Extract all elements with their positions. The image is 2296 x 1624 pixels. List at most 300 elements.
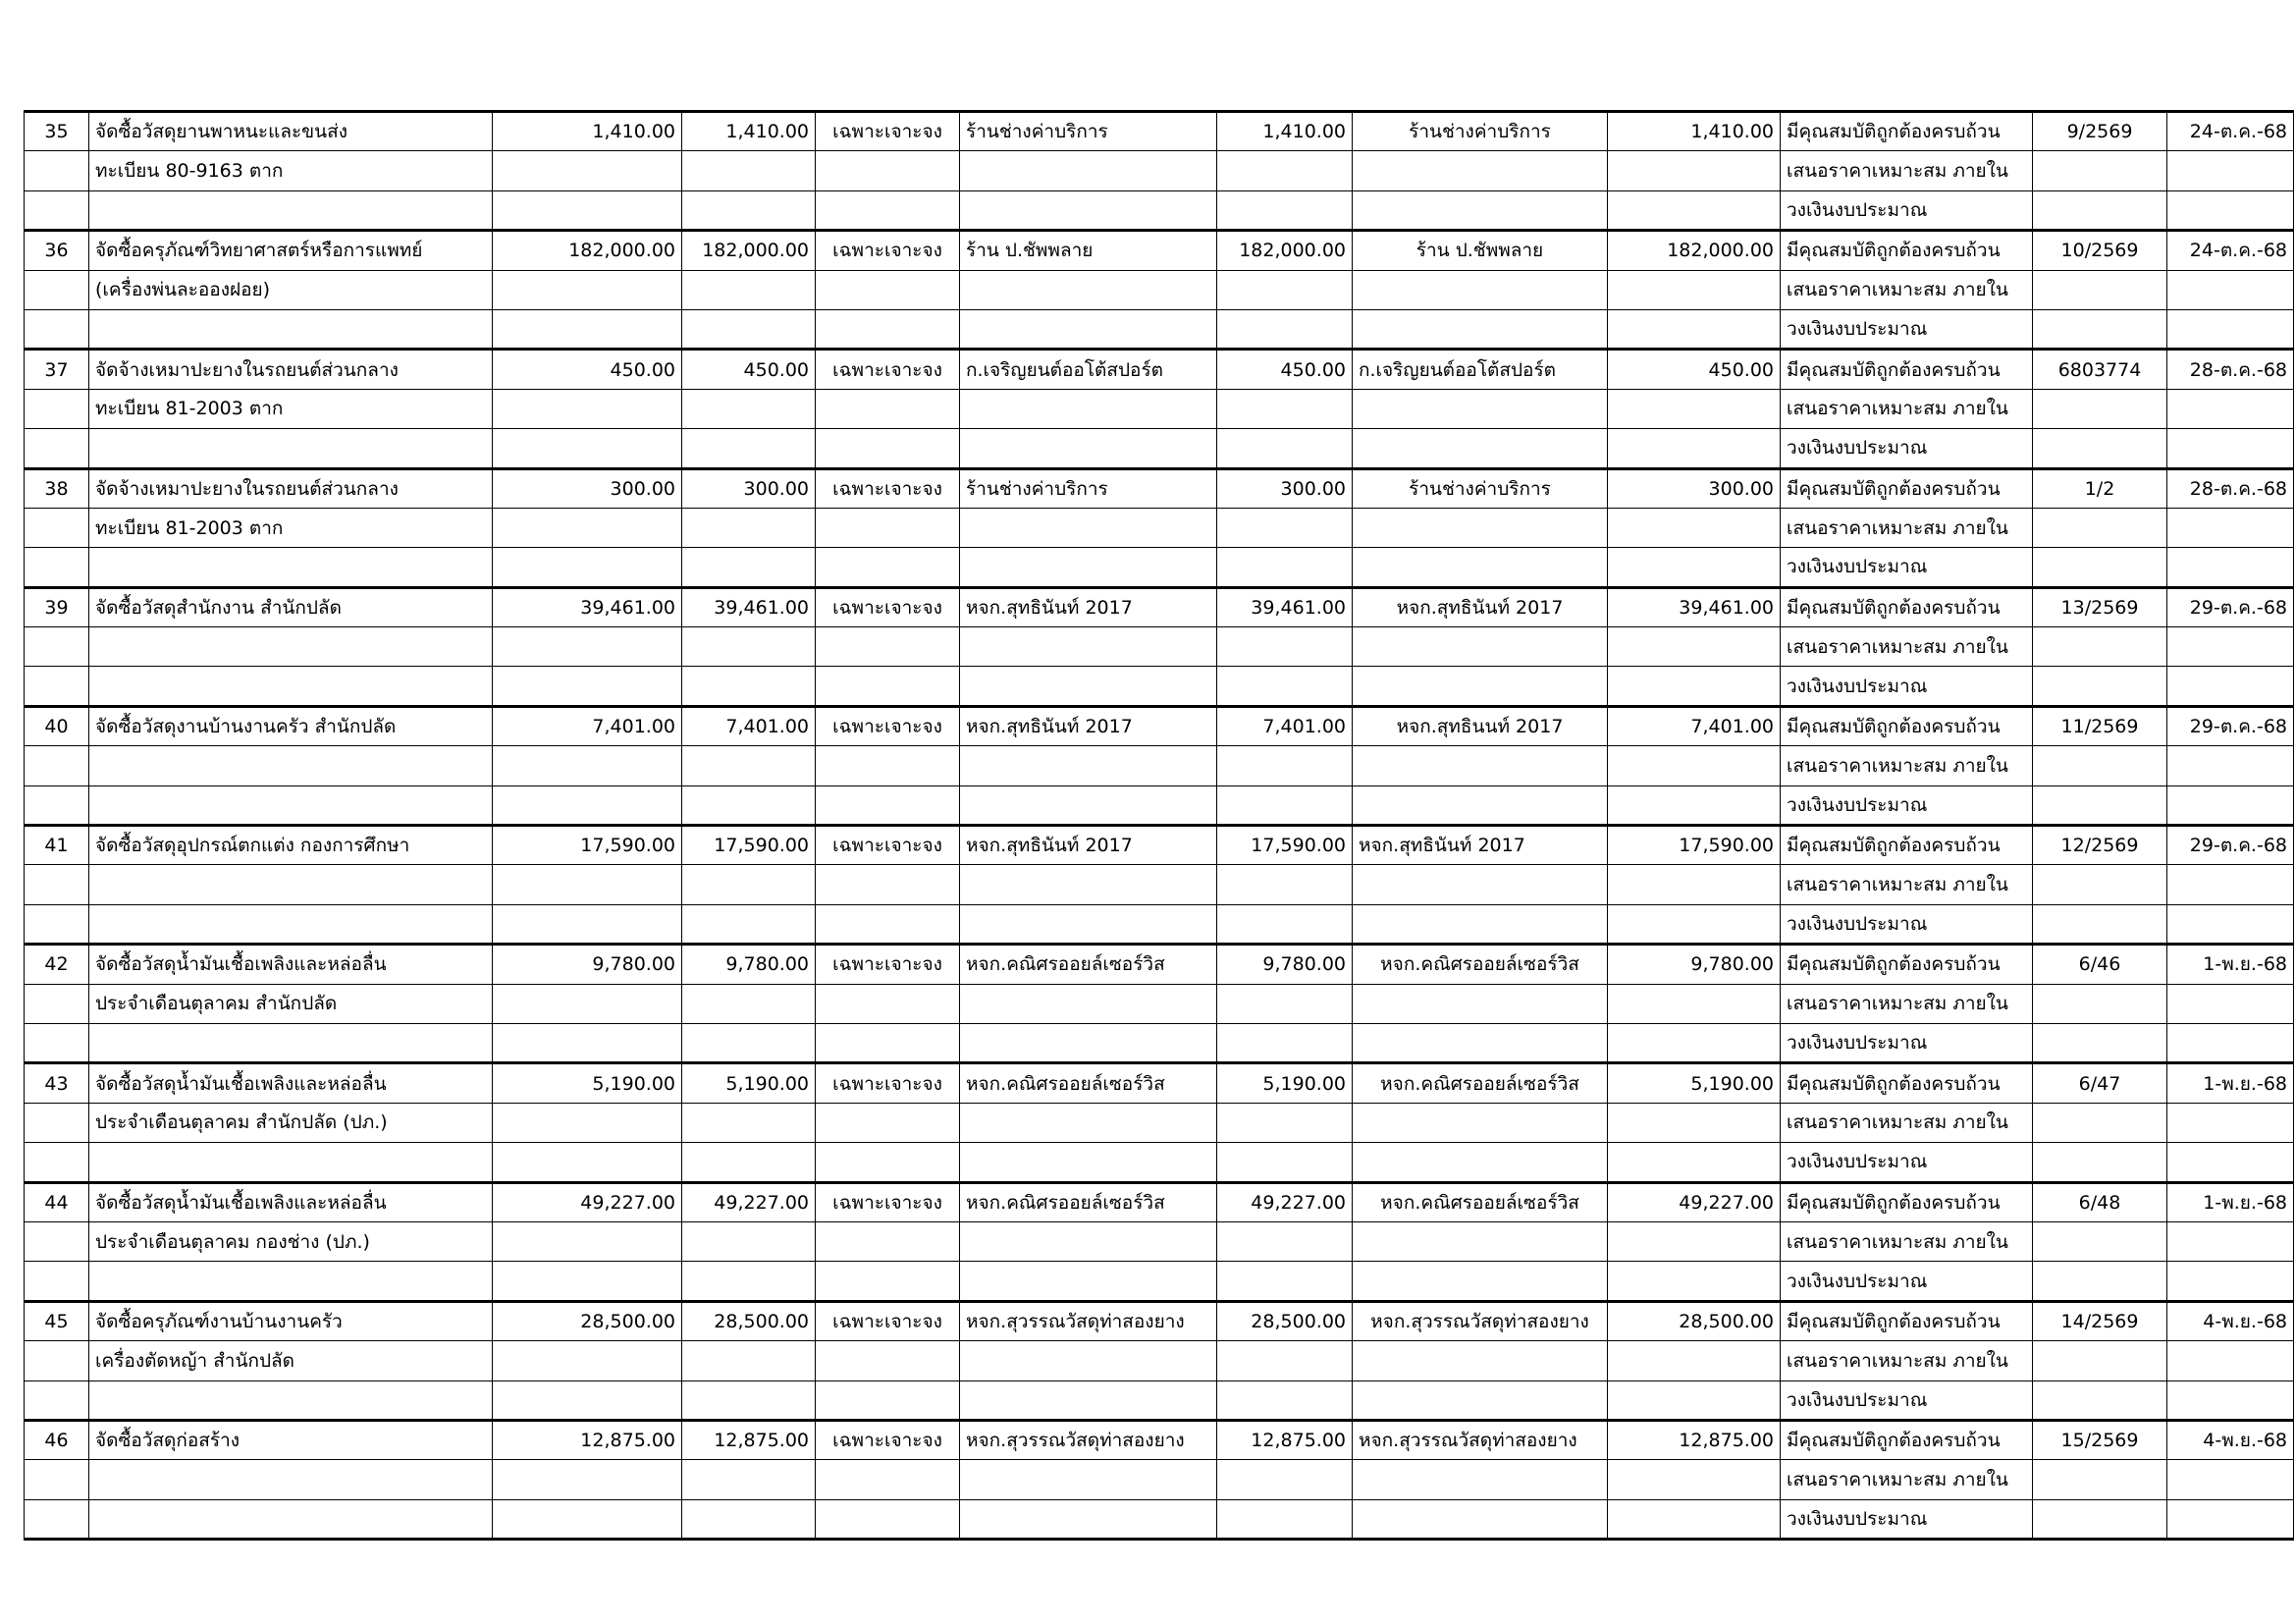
table-row <box>25 151 2294 190</box>
cell-bid-price: 9,780.00 <box>1217 945 1353 984</box>
cell-agreed-price: 300.00 <box>1608 468 1781 508</box>
cell-reason: วงเงินงบประมาณ <box>1781 1143 2033 1182</box>
cell-no <box>25 270 89 309</box>
cell-budget <box>493 429 682 468</box>
cell-reason: วงเงินงบประมาณ <box>1781 309 2033 349</box>
cell-method <box>816 627 960 667</box>
cell-selected-vendor <box>1353 1499 1608 1539</box>
cell-bid-price <box>1217 1143 1353 1182</box>
cell-selected-vendor: หจก.สุวรรณวัสดุท่าสองยาง <box>1353 1301 1608 1340</box>
cell-reason: วงเงินงบประมาณ <box>1781 429 2033 468</box>
table-row <box>25 785 2294 825</box>
table-row <box>25 389 2294 428</box>
cell-median-price <box>682 508 816 547</box>
cell-median-price: 182,000.00 <box>682 231 816 270</box>
cell-date <box>2167 389 2294 428</box>
cell-method <box>816 1460 960 1499</box>
cell-reason: วงเงินงบประมาณ <box>1781 904 2033 944</box>
cell-agreed-price: 39,461.00 <box>1608 587 1781 626</box>
cell-bidder <box>960 1221 1217 1261</box>
cell-bidder: หจก.สุวรรณวัสดุท่าสองยาง <box>960 1420 1217 1459</box>
cell-method: เฉพาะเจาะจง <box>816 1420 960 1459</box>
cell-bid-price: 7,401.00 <box>1217 706 1353 745</box>
cell-method: เฉพาะเจาะจง <box>816 945 960 984</box>
cell-bidder: ร้าน ป.ชัพพลาย <box>960 231 1217 270</box>
cell-agreed-price <box>1608 1499 1781 1539</box>
cell-method: เฉพาะเจาะจง <box>816 706 960 745</box>
table-row <box>25 112 2294 151</box>
cell-median-price <box>682 1221 816 1261</box>
cell-doc-no: 13/2569 <box>2033 587 2167 626</box>
table-row <box>25 1143 2294 1182</box>
cell-item <box>89 190 493 230</box>
cell-bid-price <box>1217 1460 1353 1499</box>
cell-median-price: 17,590.00 <box>682 826 816 865</box>
cell-reason: มีคุณสมบัติถูกต้องครบถ้วน <box>1781 826 2033 865</box>
cell-agreed-price <box>1608 151 1781 190</box>
cell-item <box>89 429 493 468</box>
cell-budget <box>493 270 682 309</box>
table-row <box>25 231 2294 270</box>
cell-method <box>816 667 960 706</box>
cell-budget <box>493 1341 682 1380</box>
cell-median-price <box>682 270 816 309</box>
cell-item <box>89 1380 493 1420</box>
cell-item: จัดซื้อวัสดุงานบ้านงานครัว สำนักปลัด <box>89 706 493 745</box>
cell-selected-vendor <box>1353 785 1608 825</box>
cell-selected-vendor <box>1353 627 1608 667</box>
cell-bid-price: 182,000.00 <box>1217 231 1353 270</box>
cell-selected-vendor: หจก.สุวรรณวัสดุท่าสองยาง <box>1353 1420 1608 1459</box>
cell-no: 39 <box>25 587 89 626</box>
cell-date: 1-พ.ย.-68 <box>2167 945 2294 984</box>
cell-budget <box>493 984 682 1023</box>
cell-bid-price <box>1217 1499 1353 1539</box>
cell-median-price <box>682 190 816 230</box>
cell-doc-no <box>2033 1262 2167 1301</box>
cell-selected-vendor <box>1353 190 1608 230</box>
cell-method <box>816 1341 960 1380</box>
cell-reason: วงเงินงบประมาณ <box>1781 1023 2033 1062</box>
cell-no: 44 <box>25 1182 89 1221</box>
cell-bid-price <box>1217 389 1353 428</box>
cell-doc-no: 15/2569 <box>2033 1420 2167 1459</box>
cell-reason: เสนอราคาเหมาะสม ภายใน <box>1781 746 2033 785</box>
cell-doc-no: 6/46 <box>2033 945 2167 984</box>
cell-budget <box>493 1143 682 1182</box>
cell-method <box>816 1143 960 1182</box>
cell-agreed-price <box>1608 1221 1781 1261</box>
cell-median-price: 49,227.00 <box>682 1182 816 1221</box>
cell-median-price <box>682 865 816 904</box>
cell-agreed-price: 9,780.00 <box>1608 945 1781 984</box>
cell-reason: เสนอราคาเหมาะสม ภายใน <box>1781 1341 2033 1380</box>
cell-bidder <box>960 984 1217 1023</box>
cell-reason: มีคุณสมบัติถูกต้องครบถ้วน <box>1781 1182 2033 1221</box>
table-row <box>25 706 2294 745</box>
cell-item <box>89 904 493 944</box>
cell-bidder <box>960 1341 1217 1380</box>
cell-doc-no: 1/2 <box>2033 468 2167 508</box>
cell-no <box>25 865 89 904</box>
cell-method <box>816 785 960 825</box>
cell-agreed-price: 12,875.00 <box>1608 1420 1781 1459</box>
cell-date <box>2167 1143 2294 1182</box>
cell-budget: 450.00 <box>493 350 682 389</box>
cell-doc-no <box>2033 904 2167 944</box>
cell-doc-no <box>2033 190 2167 230</box>
cell-selected-vendor <box>1353 1262 1608 1301</box>
cell-item: เครื่องตัดหญ้า สำนักปลัด <box>89 1341 493 1380</box>
cell-date <box>2167 904 2294 944</box>
cell-date <box>2167 429 2294 468</box>
cell-no: 46 <box>25 1420 89 1459</box>
cell-bidder: หจก.สุทธินันท์ 2017 <box>960 587 1217 626</box>
cell-bidder <box>960 904 1217 944</box>
cell-budget <box>493 190 682 230</box>
cell-method <box>816 1103 960 1142</box>
cell-bidder <box>960 1103 1217 1142</box>
cell-bid-price: 450.00 <box>1217 350 1353 389</box>
cell-method <box>816 984 960 1023</box>
cell-bid-price <box>1217 1341 1353 1380</box>
cell-method: เฉพาะเจาะจง <box>816 587 960 626</box>
cell-selected-vendor <box>1353 667 1608 706</box>
cell-bid-price <box>1217 785 1353 825</box>
cell-reason: เสนอราคาเหมาะสม ภายใน <box>1781 508 2033 547</box>
cell-bid-price <box>1217 1262 1353 1301</box>
cell-median-price: 5,190.00 <box>682 1063 816 1103</box>
cell-bid-price: 12,875.00 <box>1217 1420 1353 1459</box>
table-row <box>25 1262 2294 1301</box>
cell-budget <box>493 1103 682 1142</box>
cell-method <box>816 389 960 428</box>
cell-budget <box>493 309 682 349</box>
cell-no <box>25 627 89 667</box>
cell-bidder <box>960 548 1217 587</box>
cell-bid-price <box>1217 151 1353 190</box>
cell-method <box>816 429 960 468</box>
cell-no <box>25 904 89 944</box>
cell-no <box>25 1341 89 1380</box>
cell-selected-vendor <box>1353 984 1608 1023</box>
cell-item <box>89 627 493 667</box>
cell-selected-vendor <box>1353 389 1608 428</box>
cell-bidder <box>960 1023 1217 1062</box>
table-row <box>25 1301 2294 1340</box>
cell-date <box>2167 667 2294 706</box>
cell-agreed-price <box>1608 667 1781 706</box>
cell-selected-vendor: หจก.คณิศรออยล์เซอร์วิส <box>1353 945 1608 984</box>
cell-median-price <box>682 785 816 825</box>
cell-budget: 9,780.00 <box>493 945 682 984</box>
cell-date <box>2167 865 2294 904</box>
cell-method: เฉพาะเจาะจง <box>816 1182 960 1221</box>
cell-doc-no <box>2033 1341 2167 1380</box>
cell-bid-price <box>1217 904 1353 944</box>
cell-no <box>25 548 89 587</box>
table-row <box>25 468 2294 508</box>
cell-method <box>816 309 960 349</box>
cell-method: เฉพาะเจาะจง <box>816 112 960 151</box>
cell-date <box>2167 270 2294 309</box>
cell-median-price: 1,410.00 <box>682 112 816 151</box>
cell-agreed-price <box>1608 984 1781 1023</box>
cell-doc-no: 12/2569 <box>2033 826 2167 865</box>
cell-bidder <box>960 627 1217 667</box>
cell-item: จัดซื้อวัสดุน้ำมันเชื้อเพลิงและหล่อลื่น <box>89 945 493 984</box>
cell-median-price <box>682 1262 816 1301</box>
cell-budget: 182,000.00 <box>493 231 682 270</box>
cell-no: 36 <box>25 231 89 270</box>
cell-no <box>25 389 89 428</box>
cell-budget: 1,410.00 <box>493 112 682 151</box>
cell-median-price <box>682 904 816 944</box>
cell-bid-price <box>1217 1103 1353 1142</box>
cell-reason: มีคุณสมบัติถูกต้องครบถ้วน <box>1781 945 2033 984</box>
cell-agreed-price <box>1608 389 1781 428</box>
cell-median-price <box>682 548 816 587</box>
cell-bidder <box>960 309 1217 349</box>
cell-agreed-price <box>1608 548 1781 587</box>
cell-agreed-price <box>1608 1460 1781 1499</box>
cell-selected-vendor <box>1353 1460 1608 1499</box>
cell-reason: วงเงินงบประมาณ <box>1781 785 2033 825</box>
cell-reason: มีคุณสมบัติถูกต้องครบถ้วน <box>1781 706 2033 745</box>
table-row <box>25 1499 2294 1539</box>
cell-doc-no: 6/48 <box>2033 1182 2167 1221</box>
cell-budget <box>493 667 682 706</box>
cell-date: 1-พ.ย.-68 <box>2167 1063 2294 1103</box>
cell-selected-vendor <box>1353 746 1608 785</box>
cell-reason: เสนอราคาเหมาะสม ภายใน <box>1781 151 2033 190</box>
cell-bidder <box>960 190 1217 230</box>
cell-item <box>89 1262 493 1301</box>
cell-reason: มีคุณสมบัติถูกต้องครบถ้วน <box>1781 1301 2033 1340</box>
cell-date <box>2167 785 2294 825</box>
cell-date <box>2167 1023 2294 1062</box>
cell-method: เฉพาะเจาะจง <box>816 350 960 389</box>
cell-doc-no <box>2033 1103 2167 1142</box>
cell-date: 1-พ.ย.-68 <box>2167 1182 2294 1221</box>
cell-agreed-price <box>1608 1262 1781 1301</box>
cell-bid-price: 300.00 <box>1217 468 1353 508</box>
cell-doc-no: 14/2569 <box>2033 1301 2167 1340</box>
cell-date <box>2167 1460 2294 1499</box>
cell-doc-no <box>2033 1143 2167 1182</box>
cell-selected-vendor: หจก.คณิศรออยล์เซอร์วิส <box>1353 1063 1608 1103</box>
cell-date: 24-ต.ค.-68 <box>2167 231 2294 270</box>
cell-bidder <box>960 667 1217 706</box>
cell-date: 29-ต.ค.-68 <box>2167 706 2294 745</box>
procurement-table <box>24 110 2294 1541</box>
cell-reason: วงเงินงบประมาณ <box>1781 190 2033 230</box>
cell-method: เฉพาะเจาะจง <box>816 1063 960 1103</box>
cell-budget <box>493 1380 682 1420</box>
cell-doc-no <box>2033 270 2167 309</box>
cell-bid-price <box>1217 548 1353 587</box>
cell-item <box>89 309 493 349</box>
cell-selected-vendor <box>1353 309 1608 349</box>
cell-doc-no <box>2033 548 2167 587</box>
cell-doc-no <box>2033 667 2167 706</box>
cell-reason: มีคุณสมบัติถูกต้องครบถ้วน <box>1781 468 2033 508</box>
cell-date: 28-ต.ค.-68 <box>2167 350 2294 389</box>
cell-doc-no <box>2033 429 2167 468</box>
cell-item <box>89 548 493 587</box>
cell-agreed-price: 1,410.00 <box>1608 112 1781 151</box>
cell-median-price <box>682 429 816 468</box>
cell-reason: มีคุณสมบัติถูกต้องครบถ้วน <box>1781 231 2033 270</box>
cell-budget: 17,590.00 <box>493 826 682 865</box>
cell-date <box>2167 1103 2294 1142</box>
cell-doc-no: 9/2569 <box>2033 112 2167 151</box>
cell-bidder <box>960 270 1217 309</box>
cell-doc-no <box>2033 785 2167 825</box>
cell-item: จัดซื้อวัสดุอุปกรณ์ตกแต่ง กองการศึกษา <box>89 826 493 865</box>
cell-selected-vendor <box>1353 429 1608 468</box>
cell-reason: เสนอราคาเหมาะสม ภายใน <box>1781 627 2033 667</box>
cell-bidder: ร้านช่างค่าบริการ <box>960 112 1217 151</box>
cell-selected-vendor: หจก.สุทธินันท์ 2017 <box>1353 587 1608 626</box>
cell-date <box>2167 1341 2294 1380</box>
cell-reason: มีคุณสมบัติถูกต้องครบถ้วน <box>1781 587 2033 626</box>
cell-doc-no <box>2033 627 2167 667</box>
cell-agreed-price <box>1608 1103 1781 1142</box>
cell-item <box>89 1460 493 1499</box>
table-row <box>25 1420 2294 1459</box>
cell-date: 4-พ.ย.-68 <box>2167 1420 2294 1459</box>
cell-selected-vendor: หจก.สุทธินนท์ 2017 <box>1353 706 1608 745</box>
cell-item: จัดจ้างเหมาปะยางในรถยนต์ส่วนกลาง <box>89 350 493 389</box>
cell-agreed-price: 450.00 <box>1608 350 1781 389</box>
cell-median-price: 300.00 <box>682 468 816 508</box>
cell-agreed-price: 49,227.00 <box>1608 1182 1781 1221</box>
cell-bid-price: 17,590.00 <box>1217 826 1353 865</box>
table-row <box>25 309 2294 349</box>
cell-selected-vendor <box>1353 1221 1608 1261</box>
cell-bidder: ร้านช่างค่าบริการ <box>960 468 1217 508</box>
cell-no <box>25 1460 89 1499</box>
cell-agreed-price <box>1608 270 1781 309</box>
cell-no <box>25 1262 89 1301</box>
cell-bid-price <box>1217 309 1353 349</box>
table-row <box>25 1063 2294 1103</box>
table-body <box>25 112 2294 1540</box>
cell-median-price: 12,875.00 <box>682 1420 816 1459</box>
table-row <box>25 508 2294 547</box>
cell-no: 42 <box>25 945 89 984</box>
cell-doc-no <box>2033 746 2167 785</box>
cell-item: ประจำเดือนตุลาคม สำนักปลัด (ปภ.) <box>89 1103 493 1142</box>
table-row <box>25 1182 2294 1221</box>
cell-reason: วงเงินงบประมาณ <box>1781 548 2033 587</box>
cell-item <box>89 865 493 904</box>
cell-doc-no <box>2033 984 2167 1023</box>
cell-date <box>2167 151 2294 190</box>
cell-no <box>25 1221 89 1261</box>
cell-budget <box>493 904 682 944</box>
cell-bidder: หจก.คณิศรออยล์เซอร์วิส <box>960 945 1217 984</box>
cell-date <box>2167 548 2294 587</box>
cell-median-price <box>682 746 816 785</box>
cell-bidder <box>960 389 1217 428</box>
cell-method <box>816 1499 960 1539</box>
cell-method: เฉพาะเจาะจง <box>816 468 960 508</box>
cell-budget: 49,227.00 <box>493 1182 682 1221</box>
cell-doc-no <box>2033 865 2167 904</box>
cell-date <box>2167 1499 2294 1539</box>
cell-reason: วงเงินงบประมาณ <box>1781 667 2033 706</box>
cell-median-price <box>682 1023 816 1062</box>
cell-date: 28-ต.ค.-68 <box>2167 468 2294 508</box>
cell-bid-price <box>1217 865 1353 904</box>
cell-item: จัดจ้างเหมาปะยางในรถยนต์ส่วนกลาง <box>89 468 493 508</box>
cell-item: ประจำเดือนตุลาคม สำนักปลัด <box>89 984 493 1023</box>
cell-no: 41 <box>25 826 89 865</box>
cell-doc-no <box>2033 508 2167 547</box>
cell-median-price <box>682 1143 816 1182</box>
cell-budget <box>493 865 682 904</box>
cell-median-price: 9,780.00 <box>682 945 816 984</box>
cell-bid-price <box>1217 667 1353 706</box>
cell-median-price <box>682 627 816 667</box>
cell-reason: วงเงินงบประมาณ <box>1781 1380 2033 1420</box>
cell-bidder <box>960 429 1217 468</box>
cell-bid-price <box>1217 627 1353 667</box>
cell-bid-price <box>1217 984 1353 1023</box>
cell-bid-price <box>1217 1023 1353 1062</box>
cell-date <box>2167 1262 2294 1301</box>
cell-item <box>89 667 493 706</box>
cell-method <box>816 190 960 230</box>
table-row <box>25 429 2294 468</box>
cell-doc-no <box>2033 1460 2167 1499</box>
cell-bid-price <box>1217 746 1353 785</box>
table-row <box>25 1103 2294 1142</box>
cell-doc-no <box>2033 151 2167 190</box>
table-row <box>25 746 2294 785</box>
cell-selected-vendor: หจก.สุทธินันท์ 2017 <box>1353 826 1608 865</box>
cell-selected-vendor: ร้านช่างค่าบริการ <box>1353 112 1608 151</box>
cell-budget: 5,190.00 <box>493 1063 682 1103</box>
cell-budget <box>493 1262 682 1301</box>
cell-method <box>816 270 960 309</box>
cell-budget <box>493 785 682 825</box>
cell-bidder: หจก.สุทธินันท์ 2017 <box>960 706 1217 745</box>
cell-bidder: หจก.คณิศรออยล์เซอร์วิส <box>960 1182 1217 1221</box>
cell-doc-no <box>2033 1221 2167 1261</box>
cell-bidder <box>960 151 1217 190</box>
cell-agreed-price: 28,500.00 <box>1608 1301 1781 1340</box>
table-row <box>25 1341 2294 1380</box>
cell-date <box>2167 508 2294 547</box>
cell-no: 35 <box>25 112 89 151</box>
cell-agreed-price <box>1608 309 1781 349</box>
cell-selected-vendor: ร้านช่างค่าบริการ <box>1353 468 1608 508</box>
cell-no <box>25 151 89 190</box>
cell-no <box>25 1143 89 1182</box>
cell-bid-price <box>1217 1380 1353 1420</box>
cell-method: เฉพาะเจาะจง <box>816 231 960 270</box>
cell-doc-no <box>2033 1023 2167 1062</box>
cell-budget: 300.00 <box>493 468 682 508</box>
cell-median-price: 450.00 <box>682 350 816 389</box>
cell-item <box>89 1023 493 1062</box>
cell-method <box>816 1023 960 1062</box>
cell-agreed-price: 17,590.00 <box>1608 826 1781 865</box>
cell-reason: มีคุณสมบัติถูกต้องครบถ้วน <box>1781 1420 2033 1459</box>
